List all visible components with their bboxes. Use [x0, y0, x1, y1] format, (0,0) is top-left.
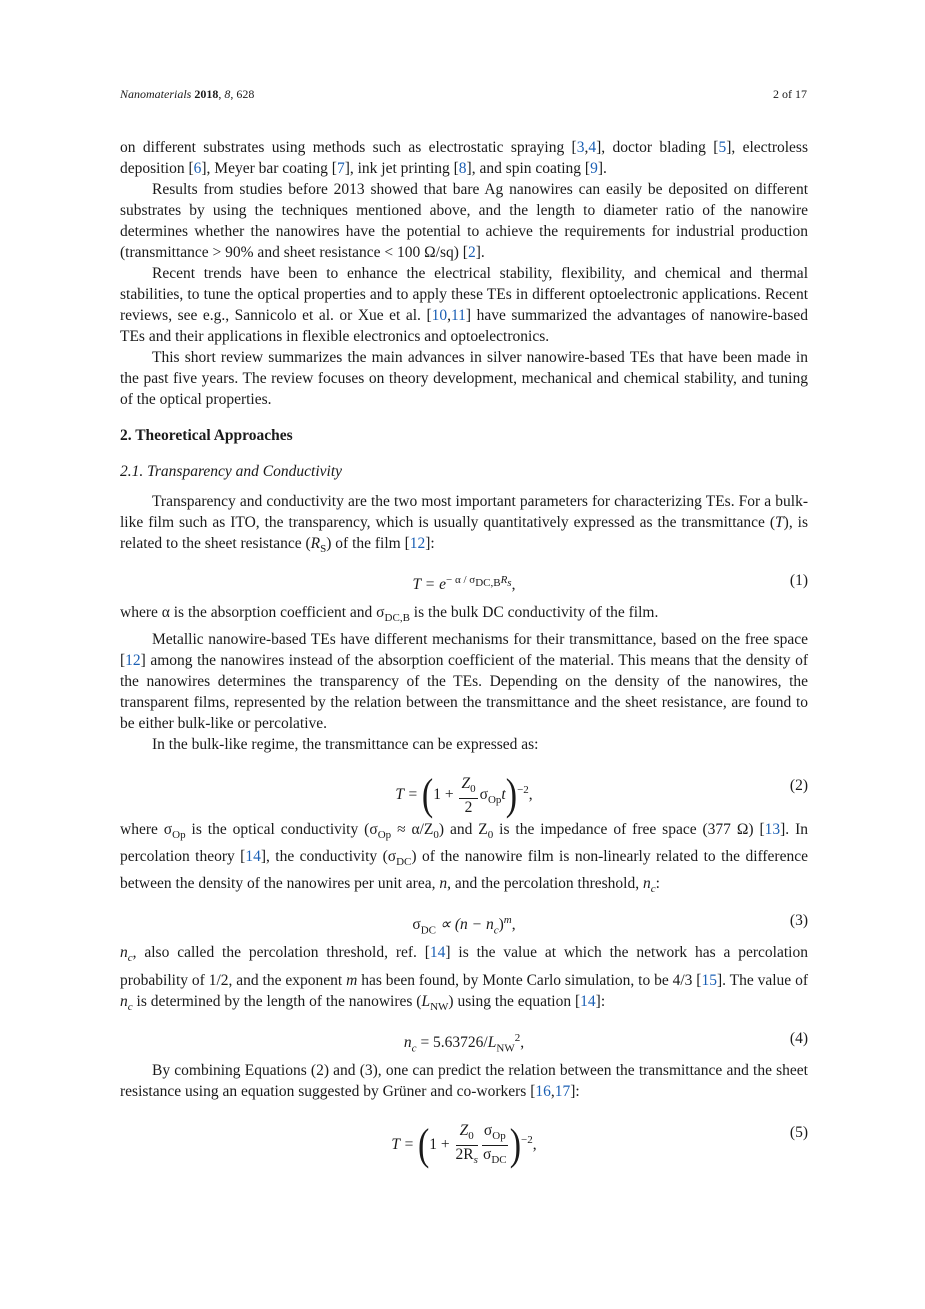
- math: R: [500, 574, 508, 587]
- equation-2: [120, 755, 808, 819]
- citation-link[interactable]: 7: [336, 160, 345, 177]
- math-sub: Op: [377, 829, 392, 842]
- text: ]:: [425, 535, 435, 552]
- paragraph-10: [120, 942, 808, 1017]
- text: , also called the percolation threshold, ref. [: [132, 944, 430, 962]
- text: ) using the equation [: [448, 992, 581, 1010]
- math-sub: 0: [487, 829, 494, 842]
- equation-body: [120, 1122, 808, 1169]
- text: Results from studies before 2013 showed that bare Ag nanowires can easily be deposited on different substrates by using the techniques mentioned above, and the length to diameter ratio of the nanowire determines whether the nanowires have the potential to achieve the requirements for industrial production (transmittance > 90% and sheet resistance < 100 Ω/sq) [: [120, 181, 808, 261]
- text: ) of the film [: [326, 535, 410, 552]
- citation-link[interactable]: 11: [450, 307, 466, 324]
- citation-link[interactable]: 9: [590, 160, 598, 177]
- text: ), is related to the sheet resistance (: [120, 514, 809, 552]
- math-sub: s: [473, 1153, 478, 1166]
- text: ], Meyer bar coating [: [201, 160, 337, 177]
- text: :: [655, 875, 660, 893]
- equation-3: [120, 900, 808, 942]
- text: Metallic nanowire-based TEs have different mechanisms for their transmittance, based on the free space [: [120, 631, 808, 670]
- text: Transparency and conductivity are the two most important parameters for characterizing TEs. For a bulk-like film such as ITO, the transparency, which is usually quantitatively expressed as the transmittance (: [120, 493, 808, 531]
- paragraph-3: [120, 263, 808, 347]
- text: ]:: [570, 1082, 580, 1100]
- paragraph-7: [120, 629, 808, 734]
- equation-number: (5): [789, 1123, 808, 1141]
- text: , and the percolation threshold,: [447, 875, 643, 893]
- text: is the impedance of free space (377 Ω) [: [493, 821, 765, 839]
- paragraph-6: [120, 602, 808, 629]
- math: σ: [483, 1121, 493, 1139]
- citation-link[interactable]: 2: [467, 244, 476, 261]
- citation-link[interactable]: 12: [125, 652, 141, 670]
- citation-link[interactable]: 15: [701, 971, 717, 989]
- math-sub: c: [493, 924, 499, 937]
- paragraph-4: This short review summarizes the main advances in silver nanowire-based TEs that have been made in the past five years. The review focuses on theory development, mechanical and chemical stability, and tuning of the optical properties.: [120, 349, 808, 408]
- math-sub: DC,B: [384, 612, 410, 625]
- denominator: 2: [464, 799, 473, 817]
- citation-link[interactable]: 13: [764, 821, 781, 839]
- citation-link[interactable]: 5: [718, 139, 727, 156]
- subsection-heading: 2.1. Transparency and Conductivity: [120, 463, 343, 480]
- math: 1 +: [429, 1135, 450, 1153]
- exponent: −2: [521, 1133, 533, 1146]
- text: ], doctor blading [: [596, 139, 719, 156]
- math-sub: 0: [468, 1129, 474, 1142]
- equation-body: [120, 910, 808, 941]
- equation-body: [120, 1028, 808, 1059]
- text: ,: [584, 139, 589, 156]
- text: has been found, by Monte Carlo simulation, to be 4/3 [: [357, 971, 702, 989]
- math: T: [775, 514, 784, 531]
- math-sub: c: [127, 1000, 133, 1013]
- section-heading: 2. Theoretical Approaches: [120, 427, 293, 444]
- exponent: m: [503, 914, 512, 927]
- math: n: [120, 944, 128, 962]
- exponent: [445, 574, 512, 590]
- paragraph-1: [120, 137, 808, 179]
- math: ,: [532, 1135, 537, 1153]
- journal-citation: Nanomaterials 2018, 8, 628: [120, 87, 255, 101]
- math-sub: 0: [470, 783, 476, 796]
- math: t: [501, 786, 506, 804]
- equation-body: [120, 771, 808, 820]
- text: ], ink jet printing [: [344, 160, 459, 177]
- math: n: [642, 875, 651, 893]
- math-sub: DC,B: [475, 577, 501, 590]
- journal-volume: 8: [224, 87, 231, 101]
- numerator: [482, 1122, 508, 1146]
- text: ]. In percolation theory [: [120, 821, 808, 866]
- math: = 5.63726/: [416, 1033, 488, 1051]
- exponent: 2: [514, 1031, 521, 1044]
- text: where α is the absorption coefficient and σ: [120, 604, 385, 622]
- math: R: [310, 535, 321, 552]
- numerator: [459, 775, 477, 799]
- math-sub: S: [320, 543, 327, 556]
- math: σ: [412, 916, 421, 934]
- text: where σ: [120, 821, 173, 839]
- left-paren: (: [417, 1121, 430, 1170]
- citation-link[interactable]: 14: [580, 992, 596, 1010]
- journal-name: Nanomaterials: [120, 87, 192, 101]
- denominator: [456, 1146, 478, 1169]
- fraction: [482, 1122, 508, 1169]
- text: ].: [597, 160, 607, 177]
- text: ≈ α/Z: [391, 821, 434, 839]
- math: σ: [479, 786, 488, 804]
- citation-link[interactable]: 12: [409, 535, 426, 552]
- math-sub: c: [411, 1041, 417, 1054]
- math: ,: [520, 1033, 525, 1051]
- math: Z: [461, 775, 471, 793]
- right-paren: ): [505, 771, 518, 820]
- citation-link[interactable]: 10: [431, 307, 448, 324]
- citation-link[interactable]: 17: [554, 1082, 571, 1100]
- math-sub: c: [127, 952, 133, 965]
- paragraph-9: [120, 819, 808, 900]
- citation-link[interactable]: 14: [245, 848, 261, 866]
- math-sub: DC: [396, 856, 412, 869]
- citation-link[interactable]: 14: [429, 944, 446, 962]
- denominator: [482, 1146, 508, 1169]
- math: ,: [511, 576, 516, 594]
- math: σ: [482, 1145, 492, 1163]
- math-sub: NW: [496, 1041, 515, 1054]
- text: ,: [447, 307, 451, 324]
- math-sub: Op: [492, 1129, 506, 1142]
- math: m: [346, 971, 358, 989]
- equation-1: [120, 560, 808, 602]
- math: ,: [511, 916, 516, 934]
- math: T = e: [412, 576, 446, 594]
- math: ∝ (n − n: [436, 916, 494, 934]
- text: ], and spin coating [: [466, 160, 591, 177]
- math: Z: [459, 1121, 469, 1139]
- equation-5: [120, 1102, 808, 1170]
- text: is the bulk DC conductivity of the film.: [409, 604, 659, 622]
- equation-body: [120, 570, 808, 595]
- text: By combining Equations (2) and (3), one can predict the relation between the transmittance and the sheet resistance using an equation suggested by Grüner and co-workers [: [120, 1061, 808, 1100]
- text: ] among the nanowires instead of the absorption coefficient of the material. This means that the density of the nanowires determines the transparency of the TEs. Depending on the density of the nanowires, the transparent films, represented by the relation between the transmittance and the sheet resistance, are found to be either bulk-like or percolative.: [120, 652, 808, 733]
- text: on different substrates using methods such as electrostatic spraying [: [120, 139, 577, 156]
- math: − α / σ: [445, 574, 476, 587]
- math: 1 +: [433, 786, 454, 804]
- left-paren: (: [421, 771, 434, 820]
- math-sub: s: [507, 577, 512, 590]
- paragraph-11: [120, 1060, 808, 1102]
- equation-number: (4): [789, 1029, 808, 1047]
- text: ], electroless deposition [: [120, 139, 808, 177]
- right-paren: ): [509, 1121, 522, 1170]
- math-sub: 0: [433, 829, 439, 842]
- math: n: [120, 992, 128, 1010]
- math-sub: DC: [420, 924, 437, 937]
- paragraph-5: [120, 491, 808, 560]
- equation-number: (3): [789, 912, 808, 930]
- citation-link[interactable]: 16: [535, 1082, 551, 1100]
- math: ): [498, 916, 504, 934]
- text: is the optical conductivity (σ: [185, 821, 378, 839]
- fraction: [456, 1122, 478, 1169]
- citation-link[interactable]: 3: [576, 139, 585, 156]
- math: n: [439, 875, 448, 893]
- citation-link[interactable]: 8: [458, 160, 467, 177]
- math: ,: [528, 786, 533, 804]
- text: ,: [550, 1082, 555, 1100]
- text: ]:: [595, 992, 606, 1010]
- math: 2R: [455, 1145, 474, 1163]
- math-sub: c: [650, 883, 656, 896]
- paragraph-8: In the bulk-like regime, the transmittance can be expressed as:: [152, 736, 539, 754]
- article-number: 628: [236, 87, 255, 101]
- text: is determined by the length of the nanowires (: [132, 992, 422, 1010]
- text: ) and Z: [438, 821, 488, 839]
- math: L: [421, 992, 431, 1010]
- math-sub: NW: [430, 1000, 449, 1013]
- equation-number: (2): [789, 777, 808, 795]
- math: L: [487, 1033, 497, 1051]
- math: T =: [391, 1135, 415, 1153]
- equation-number: (1): [789, 572, 808, 590]
- numerator: [456, 1122, 478, 1146]
- citation-link[interactable]: 6: [193, 160, 202, 177]
- paragraph-2: [120, 179, 808, 263]
- text: ], the conductivity (σ: [260, 848, 397, 866]
- running-header: [120, 87, 807, 103]
- page-number: 2 of 17: [773, 87, 807, 101]
- text: ].: [475, 244, 485, 261]
- text: Recent trends have been to enhance the electrical stability, flexibility, and chemical and thermal stabilities, to tune the optical properties and to apply these TEs in different optoelectronic applications. Recent reviews, see e.g., Sannicolo et al. or Xue et al. [: [120, 265, 808, 324]
- text: ]. The value of: [716, 971, 808, 989]
- citation-link[interactable]: 4: [588, 139, 597, 156]
- math-sub: Op: [172, 829, 186, 842]
- text: ] is the value at which the network has a percolation probability of 1/2, and the exponent: [120, 944, 808, 989]
- math: n: [403, 1033, 412, 1051]
- article-body: [120, 137, 809, 1170]
- exponent: −2: [517, 784, 529, 797]
- math-sub: Op: [487, 794, 502, 807]
- journal-year: 2018: [194, 87, 219, 101]
- text: ] have summarized the advantages of nanowire-based TEs and their applications in flexible electronics and optoelectronics.: [120, 307, 808, 345]
- fraction: [459, 775, 477, 816]
- text: ) of the nanowire film is non-linearly related to the difference between the density of the nanowires per unit area,: [120, 848, 808, 893]
- math: T =: [395, 786, 419, 804]
- math-sub: DC: [491, 1153, 507, 1166]
- equation-4: [120, 1018, 808, 1060]
